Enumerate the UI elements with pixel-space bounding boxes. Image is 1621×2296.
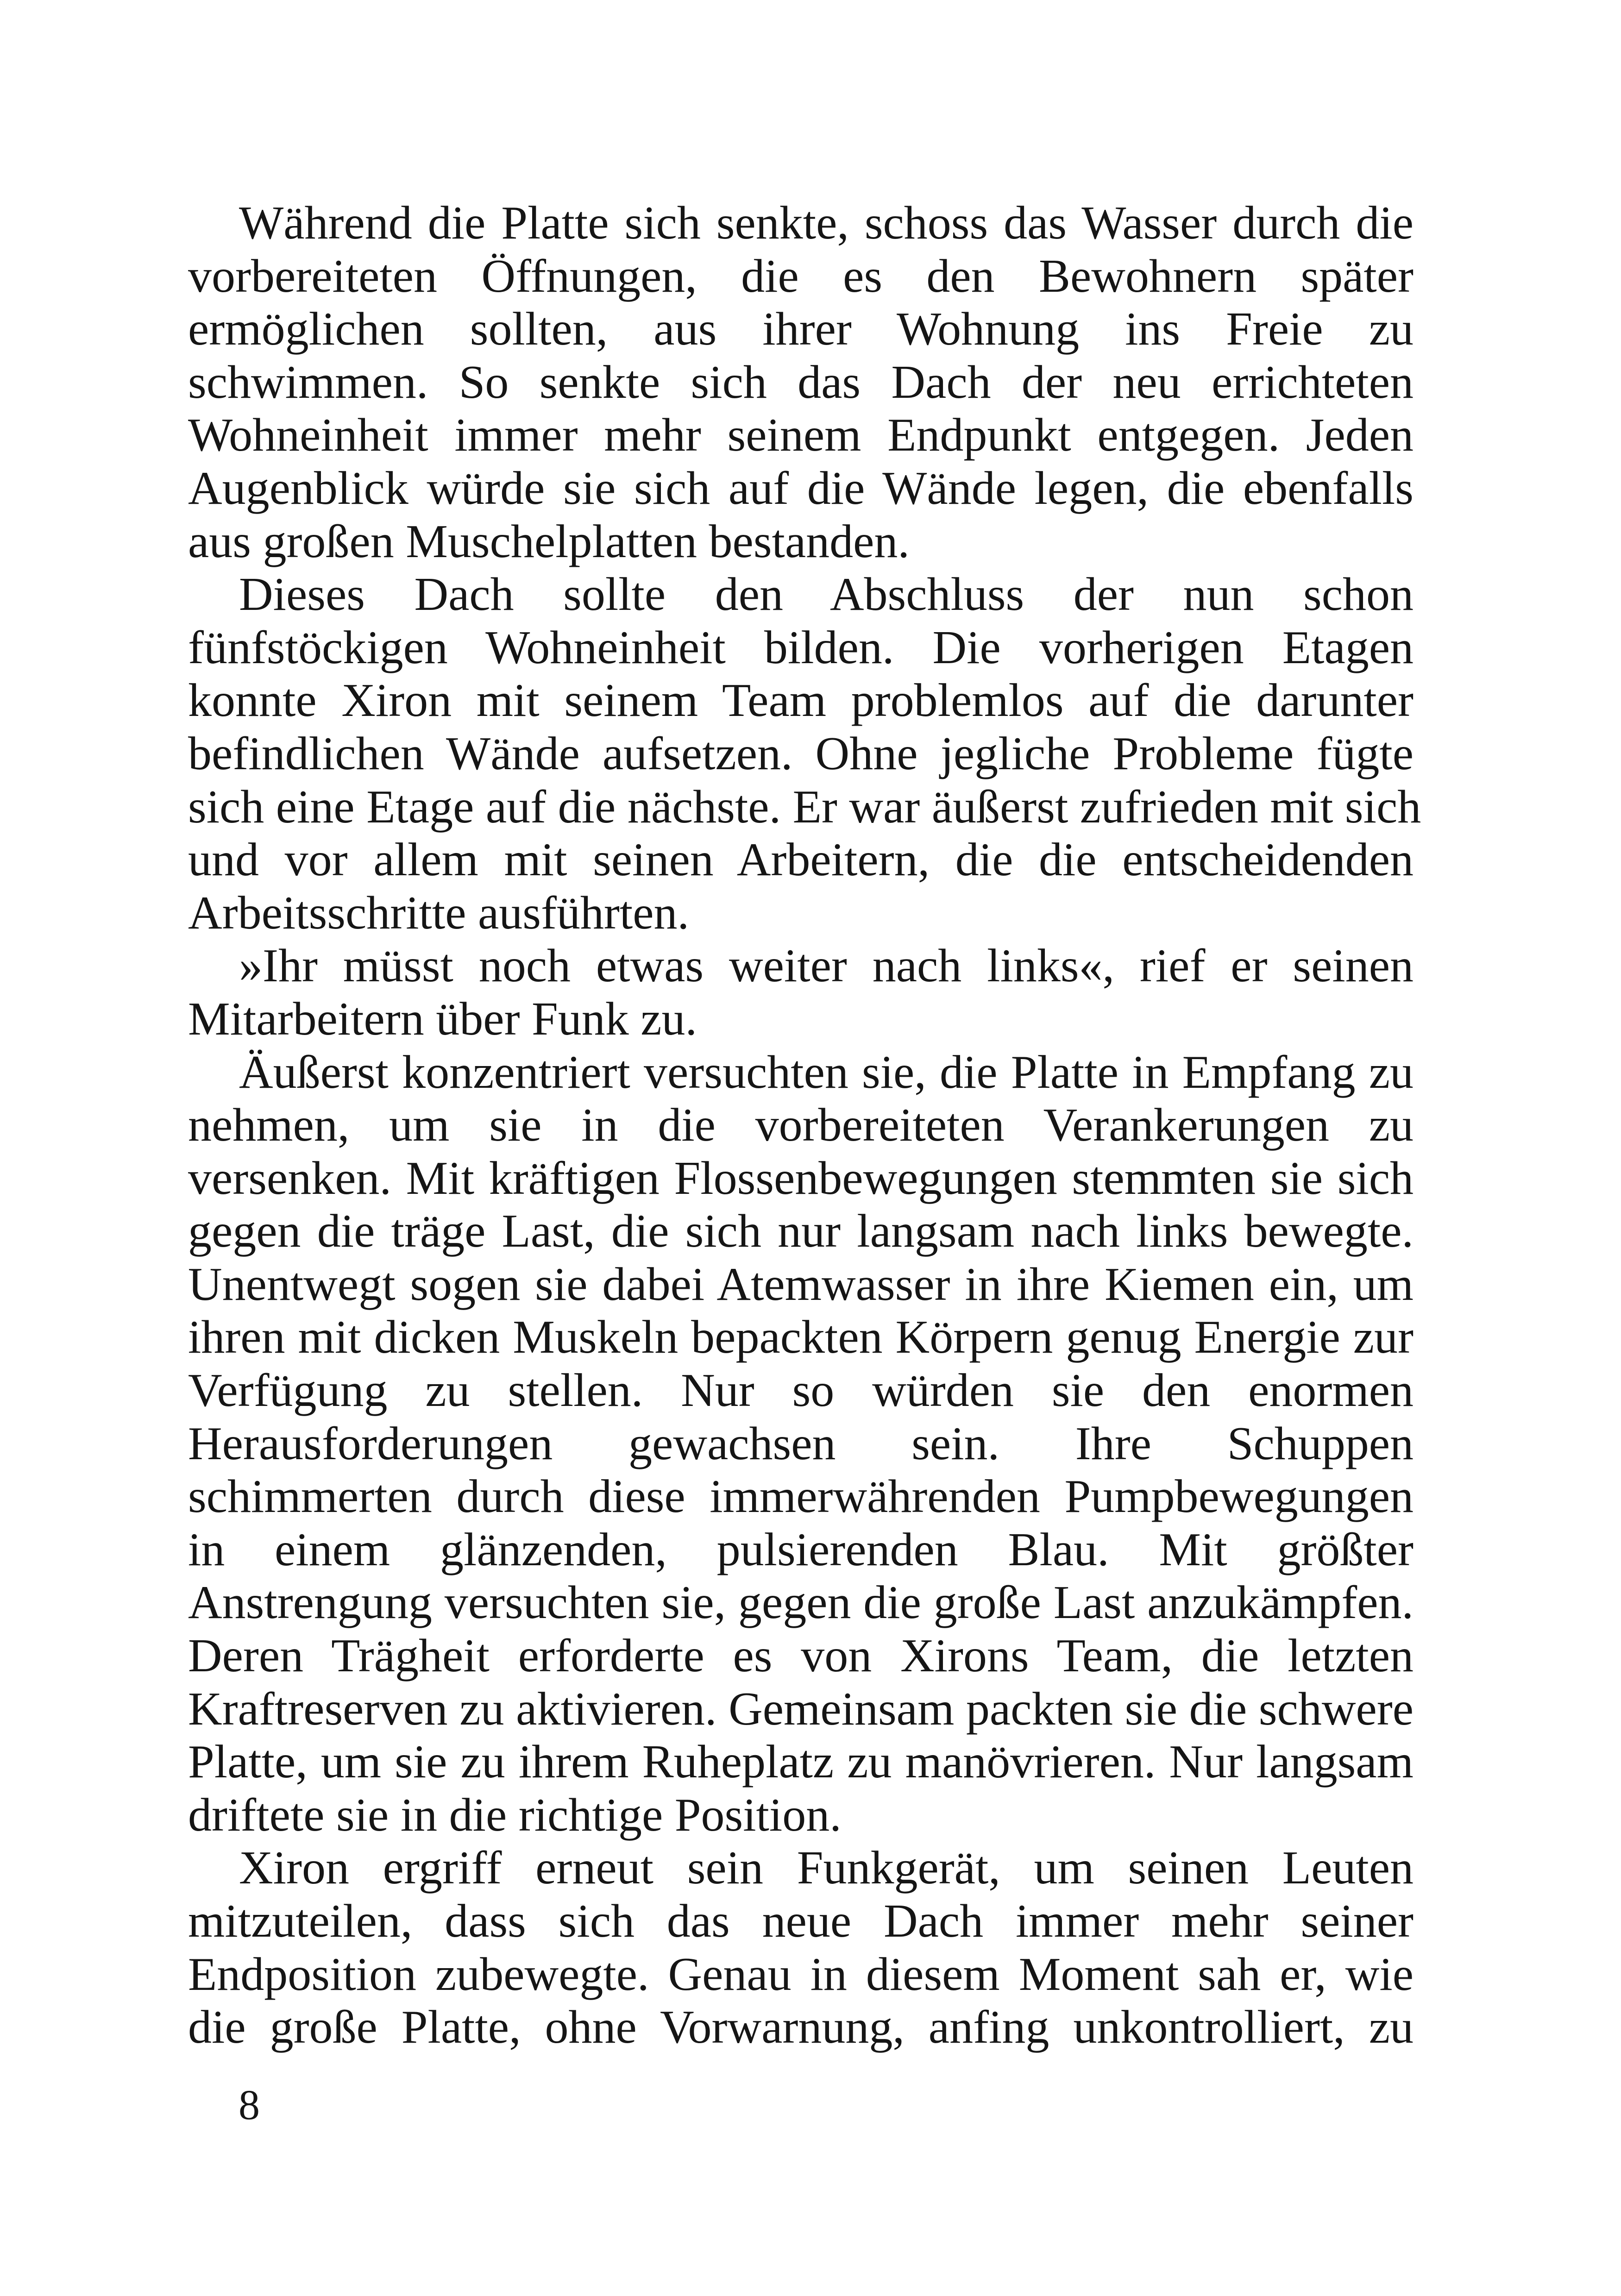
text-line: ermöglichen sollten, aus ihrer Wohnung ins Freie zu [188,303,1414,356]
text-line: schimmerten durch diese immerwährenden Pumpbewegungen [188,1470,1414,1523]
text-line: fünfstöckigen Wohneinheit bilden. Die vorherigen Etagen [188,621,1414,674]
text-line: konnte Xiron mit seinem Team problemlos auf die darunter [188,674,1414,727]
text-line: sich eine Etage auf die nächste. Er war äußerst zufrieden mit sich [188,780,1421,833]
text-line: und vor allem mit seinen Arbeitern, die die entscheidenden [188,834,1414,886]
text-line: schwimmen. So senkte sich das Dach der neu errichteten [188,356,1414,408]
text-line: Endposition zubewegte. Genau in diesem Moment sah er, wie [188,1948,1414,2001]
text-line: aus großen Muschelplatten bestanden. [188,515,910,568]
page-number: 8 [239,2081,260,2128]
text-line: Herausforderungen gewachsen sein. Ihre Schuppen [188,1417,1414,1470]
text-line: in einem glänzenden, pulsierenden Blau. Mit größter [188,1523,1414,1576]
text-line: Äußerst konzentriert versuchten sie, die Platte in Empfang zu [239,1046,1414,1098]
text-line: Anstrengung versuchten sie, gegen die große Last anzukämpfen. [188,1576,1414,1629]
text-line: Xiron ergriff erneut sein Funkgerät, um seinen Leuten [239,1842,1414,1895]
text-line: nehmen, um sie in die vorbereiteten Verankerungen zu [188,1099,1414,1152]
paragraph [188,197,1414,568]
text-line: mitzuteilen, dass sich das neue Dach immer mehr seiner [188,1895,1414,1947]
text-line: ihren mit dicken Muskeln bepackten Körpern genug Energie zur [188,1311,1414,1364]
text-line: Platte, um sie zu ihrem Ruheplatz zu manövrieren. Nur langsam [188,1736,1414,1788]
text-line: Unentwegt sogen sie dabei Atemwasser in ihre Kiemen ein, um [188,1258,1414,1311]
text-line: gegen die träge Last, die sich nur langsam nach links bewegte. [188,1205,1414,1258]
text-line: Verfügung zu stellen. Nur so würden sie den enormen [188,1364,1414,1417]
text-line: Kraftreserven zu aktivieren. Gemeinsam packten sie die schwere [188,1682,1414,1735]
text-line: »Ihr müsst noch etwas weiter nach links«, rief er seinen [239,940,1414,992]
paragraph [188,1842,1414,2054]
text-line: befindlichen Wände aufsetzen. Ohne jegliche Probleme fügte [188,727,1414,780]
text-line: Wohneinheit immer mehr seinem Endpunkt entgegen. Jeden [188,409,1414,462]
body-text [188,197,1421,2054]
text-line: die große Platte, ohne Vorwarnung, anfing unkontrolliert, zu [188,2001,1414,2054]
text-line: Arbeitsschritte ausführten. [188,886,690,939]
text-line: vorbereiteten Öffnungen, die es den Bewohnern später [188,250,1414,302]
text-line: driftete sie in die richtige Position. [188,1788,842,1841]
paragraph [188,940,1414,1046]
text-line: Deren Trägheit erforderte es von Xirons Team, die letzten [188,1630,1414,1682]
text-line: Augenblick würde sie sich auf die Wände legen, die ebenfalls [188,462,1414,514]
text-line: Mitarbeitern über Funk zu. [188,992,697,1045]
text-line: Während die Platte sich senkte, schoss das Wasser durch die [239,197,1414,249]
paragraph [188,568,1421,940]
text-line: versenken. Mit kräftigen Flossenbewegungen stemmten sie sich [188,1152,1414,1204]
text-line: Dieses Dach sollte den Abschluss der nun schon [239,568,1414,621]
paragraph [188,1046,1414,1842]
